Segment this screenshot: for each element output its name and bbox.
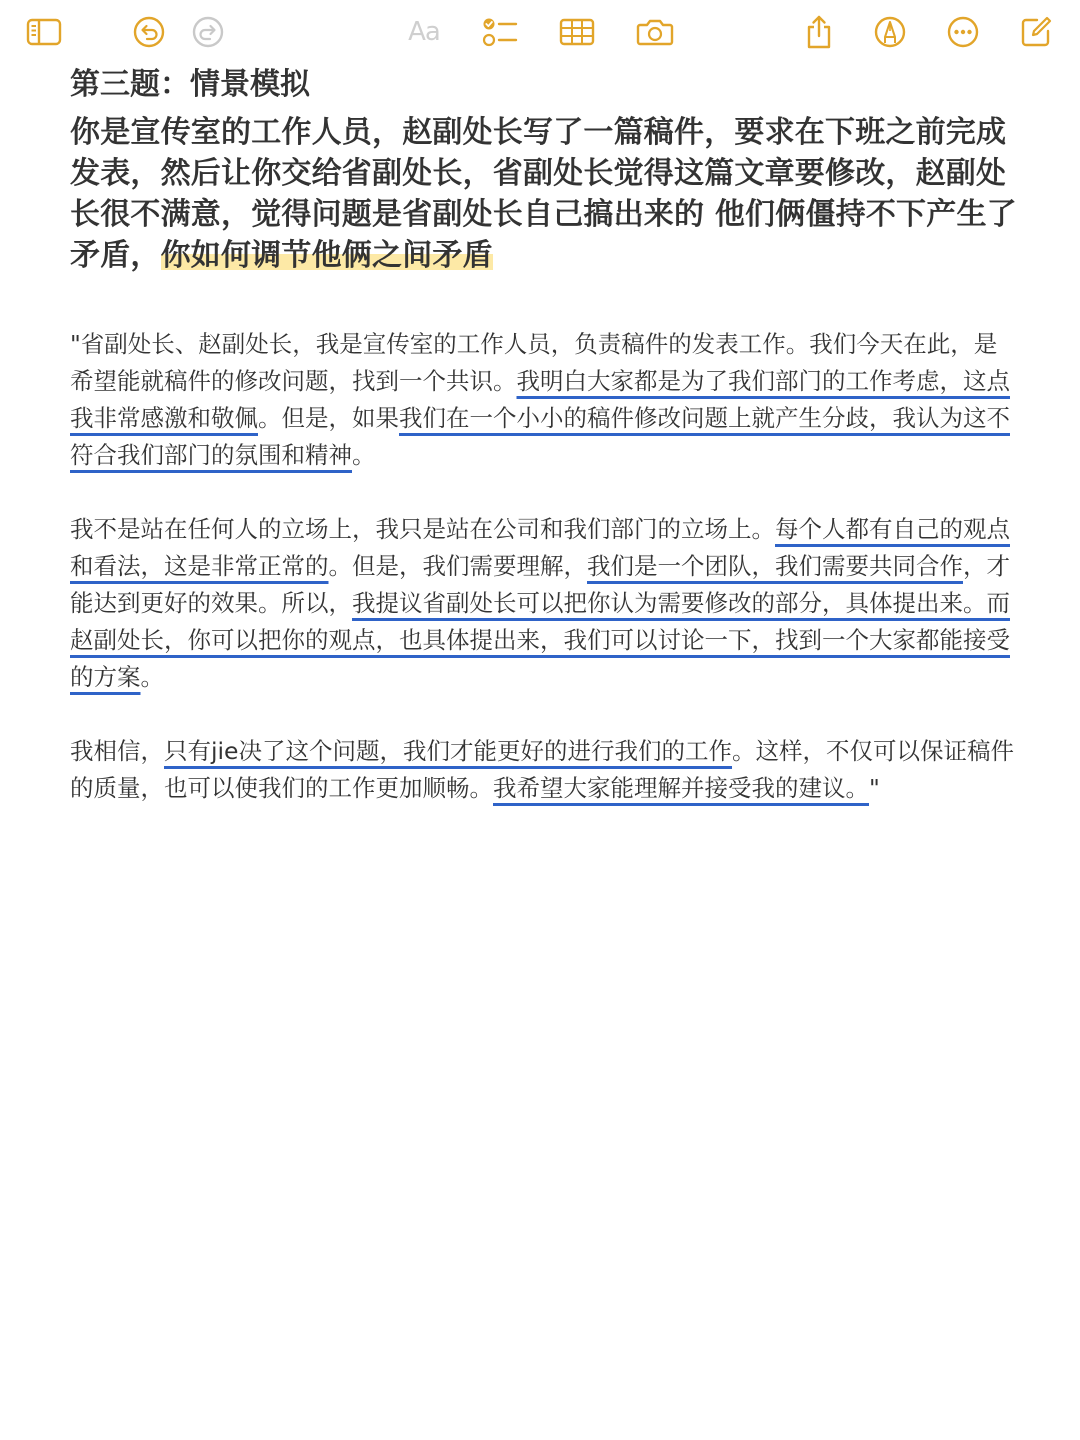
answer-paragraph-1	[70, 326, 1020, 474]
note-body[interactable]	[70, 64, 1020, 807]
p3-underline-1: 只有jie决了这个问题，我们才能更好的进行我们的工作	[164, 737, 733, 765]
markup-pen-icon[interactable]	[870, 12, 910, 52]
format-label: Aa	[408, 17, 440, 47]
highlighted-question: 你如何调节他俩之间矛盾	[160, 238, 493, 273]
p1-text-2: 。但是，如果	[258, 404, 399, 432]
text-format-icon[interactable]	[402, 12, 446, 52]
answer-paragraph-3	[70, 733, 1020, 807]
table-icon[interactable]	[557, 12, 597, 52]
compose-icon[interactable]	[1016, 12, 1056, 52]
more-icon[interactable]	[943, 12, 983, 52]
undo-icon[interactable]	[129, 12, 169, 52]
p2-text-3: ，才能达到更好的效果。所以，	[70, 552, 1010, 617]
camera-icon[interactable]	[635, 12, 675, 52]
p3-underline-2: 我希望大家能理解并接受我的建议。	[493, 774, 869, 802]
p3-text-2: 。这样，不仅可以保证稿件的质量，也可以使我们的工作更加顺畅。	[70, 737, 1015, 802]
note-title: 第三题：情景模拟	[70, 67, 310, 102]
p2-text-4: 。	[140, 663, 164, 691]
p2-underline-2: 我们是一个团队，我们需要共同合作	[587, 552, 963, 580]
p2-underline-3: 我提议省副处长可以把你认为需要修改的部分，具体提出来。而赵副处长，你可以把你的观点，也具体提出来，我们可以讨论一下，找到一个大家都能接受的方案	[70, 589, 1010, 691]
toolbar	[0, 0, 1080, 64]
answer-paragraph-2	[70, 511, 1020, 696]
p1-underline-2: 我们在一个小小的稿件修改问题上就产生分歧，我认为这不符合我们部门的氛围和精神	[70, 404, 1010, 469]
p2-underline-1: 每个人都有自己的观点和看法，这是非常正常的	[70, 515, 1010, 580]
share-icon[interactable]	[799, 12, 839, 52]
p2-text-1: 我不是站在任何人的立场上，我只是站在公司和我们部门的立场上。	[70, 515, 775, 543]
p3-text-3: "	[869, 774, 880, 802]
redo-icon[interactable]	[188, 12, 228, 52]
checklist-icon[interactable]	[480, 12, 520, 52]
question-main: 你是宣传室的工作人员，赵副处长写了一篇稿件，要求在下班之前完成发表，然后让你交给省副处长，省副处长觉得这篇文章要修改，赵副处长很不满意，觉得问题是省副处长自己搞出来的 他们俩僵持不下产生了矛盾，	[70, 115, 1017, 273]
p1-text-1: "省副处长、赵副处长，我是宣传室的工作人员，负责稿件的发表工作。我们今天在此，是希望能就稿件的修改问题，找到一个共识。	[70, 330, 998, 395]
p1-underline-1: 我明白大家都是为了我们部门的工作考虑，这点我非常感激和敬佩	[70, 367, 1010, 432]
sidebar-icon[interactable]	[25, 12, 65, 52]
question-text	[70, 112, 1020, 276]
p3-text-1: 我相信，	[70, 737, 164, 765]
p1-text-3: 。	[352, 441, 376, 469]
p2-text-2: 。但是，我们需要理解，	[328, 552, 587, 580]
